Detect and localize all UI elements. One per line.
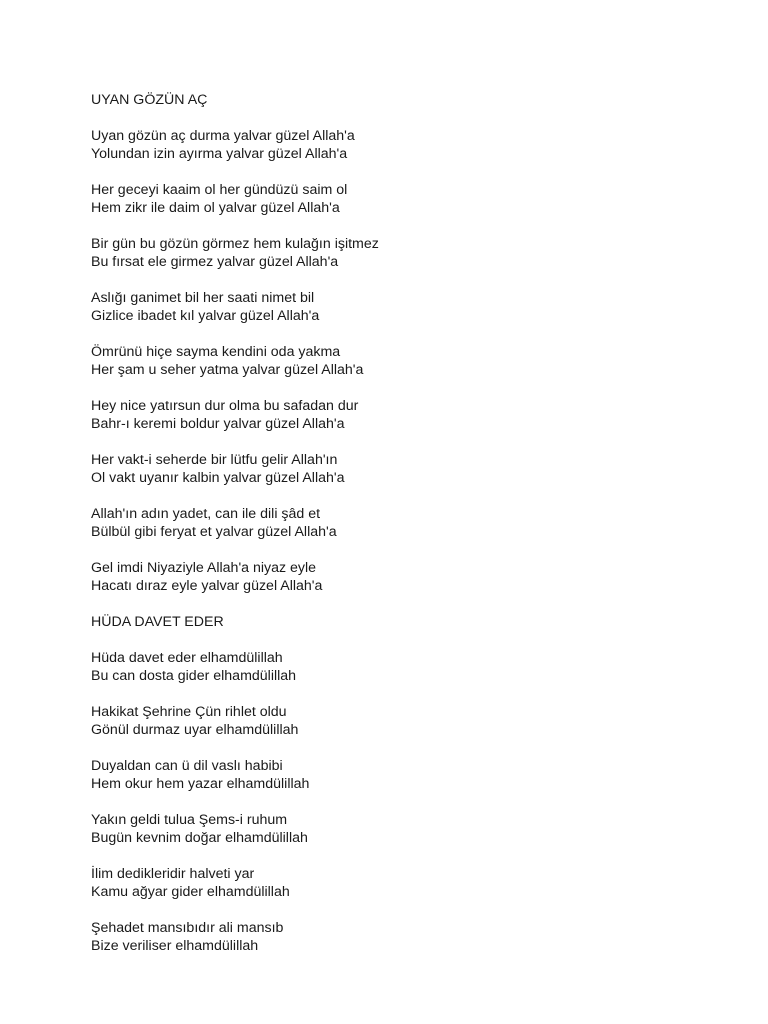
stanza	[91, 703, 731, 739]
stanza	[91, 811, 731, 847]
verse-line: Yakın geldi tulua Şems-i ruhum	[91, 812, 288, 828]
verse-line: Kamu ağyar gider elhamdülillah	[91, 884, 290, 900]
verse-line: Bu can dosta gider elhamdülillah	[91, 668, 297, 684]
verse-line: Aslığı ganimet bil her saati nimet bil	[91, 290, 315, 306]
stanza	[91, 397, 731, 433]
verse-line: Ol vakt uyanır kalbin yalvar güzel Allah'a	[91, 470, 345, 486]
verse-line: Ömrünü hiçe sayma kendini oda yakma	[91, 344, 341, 360]
verse-line: Bu fırsat ele girmez yalvar güzel Allah'a	[91, 254, 339, 270]
verse-line: Şehadet mansıbıdır ali mansıb	[91, 920, 284, 936]
verse-line: Her vakt-i seherde bir lütfu gelir Allah'ın	[91, 452, 338, 468]
stanza	[91, 127, 731, 163]
verse-line: Allah'ın adın yadet, can ile dili şâd et	[91, 506, 321, 522]
verse-line: Hacatı dıraz eyle yalvar güzel Allah'a	[91, 578, 323, 594]
verse-line: Hem okur hem yazar elhamdülillah	[91, 776, 310, 792]
verse-line: Gönül durmaz uyar elhamdülillah	[91, 722, 299, 738]
poem-title: UYAN GÖZÜN AÇ	[91, 92, 208, 108]
stanza	[91, 181, 731, 217]
verse-line: Her şam u seher yatma yalvar güzel Allah'a	[91, 362, 364, 378]
verse-line: Bir gün bu gözün görmez hem kulağın işitmez	[91, 236, 379, 252]
stanza	[91, 865, 731, 901]
verse-line: Her geceyi kaaim ol her gündüzü saim ol	[91, 182, 348, 198]
stanza	[91, 235, 731, 271]
stanza	[91, 559, 731, 595]
verse-line: Duyaldan can ü dil vaslı habibi	[91, 758, 283, 774]
verse-line: Bize veriliser elhamdülillah	[91, 938, 259, 954]
verse-line: Hakikat Şehrine Çün rihlet oldu	[91, 704, 287, 720]
stanza	[91, 649, 731, 685]
verse-line: Bülbül gibi feryat et yalvar güzel Allah'a	[91, 524, 337, 540]
verse-line: Gel imdi Niyaziyle Allah'a niyaz eyle	[91, 560, 317, 576]
stanza	[91, 919, 731, 955]
verse-line: Uyan gözün aç durma yalvar güzel Allah'a	[91, 128, 355, 144]
verse-line: Bugün kevnim doğar elhamdülillah	[91, 830, 308, 846]
stanza	[91, 505, 731, 541]
verse-line: Gizlice ibadet kıl yalvar güzel Allah'a	[91, 308, 320, 324]
stanza	[91, 757, 731, 793]
document-content	[91, 91, 731, 973]
poem-huda-davet-eder	[91, 613, 731, 955]
verse-line: Yolundan izin ayırma yalvar güzel Allah'a	[91, 146, 348, 162]
poem-uyan-gozun-ac	[91, 91, 731, 595]
stanza	[91, 343, 731, 379]
verse-line: Hem zikr ile daim ol yalvar güzel Allah'a	[91, 200, 340, 216]
stanza	[91, 289, 731, 325]
verse-line: İlim dedikleridir halveti yar	[91, 866, 255, 882]
poem-title: HÜDA DAVET EDER	[91, 614, 224, 630]
verse-line: Bahr-ı keremi boldur yalvar güzel Allah'a	[91, 416, 345, 432]
stanza	[91, 451, 731, 487]
verse-line: Hüda davet eder elhamdülillah	[91, 650, 283, 666]
verse-line: Hey nice yatırsun dur olma bu safadan dur	[91, 398, 359, 414]
